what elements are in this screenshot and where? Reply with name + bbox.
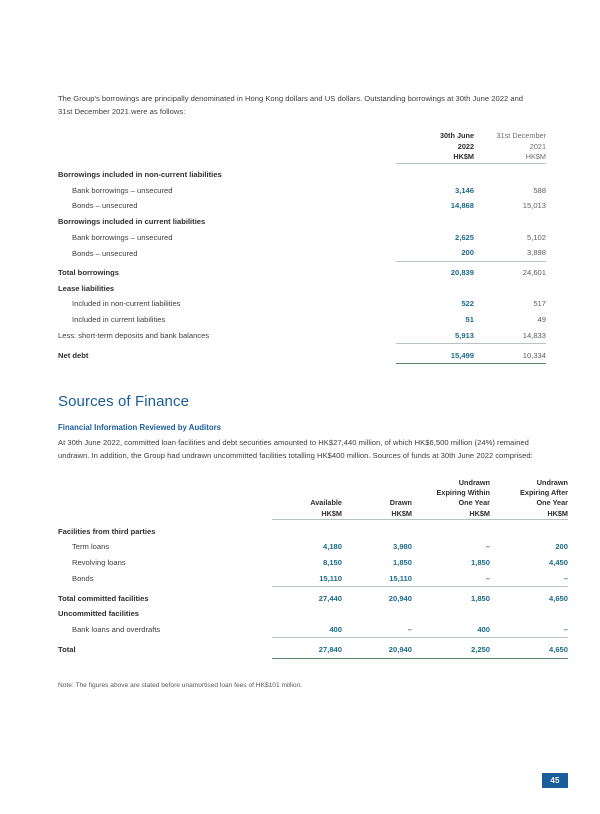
row-value bbox=[272, 606, 342, 622]
row-value-current: 522 bbox=[461, 299, 474, 309]
table-row bbox=[58, 328, 546, 344]
page-number-badge: 45 bbox=[542, 773, 568, 788]
sources-paragraph: At 30th June 2022, committed loan facilities and debt securities amounted to HK$27,440 million, of which HK$6,500 million (24%) remained undrawn. In addition, the Group had undrawn uncommitted facilities totalling HK$400 million. Sources of funds at 30th June 2022 comprised: bbox=[58, 438, 533, 461]
table-row-grand-total bbox=[58, 642, 568, 658]
row-label: Uncommitted facilities bbox=[58, 609, 140, 619]
subsection-heading: Financial Information Reviewed by Auditors bbox=[58, 423, 222, 433]
row-label: Total bbox=[58, 645, 76, 655]
row-value: – bbox=[485, 573, 490, 583]
row-label: Included in non-current liabilities bbox=[72, 299, 181, 309]
row-value: 1,850 bbox=[392, 557, 412, 567]
row-value: 8,150 bbox=[322, 557, 342, 567]
row-value-current: 200 bbox=[461, 248, 474, 258]
row-value-previous: 14,833 bbox=[522, 330, 546, 340]
row-value: 20,940 bbox=[342, 642, 412, 658]
table-row-total bbox=[58, 591, 568, 607]
row-value bbox=[490, 606, 568, 622]
row-label: Borrowings included in current liabilities bbox=[58, 216, 206, 226]
row-label: Included in current liabilities bbox=[72, 314, 166, 324]
column-header-previous: 31st December 2021 HK$M bbox=[496, 131, 546, 162]
row-label: Bonds – unsecured bbox=[72, 248, 138, 258]
row-value-current: 51 bbox=[465, 314, 474, 324]
column-header-drawn: Drawn HK$M bbox=[389, 498, 412, 518]
row-label: Total borrowings bbox=[58, 268, 120, 278]
row-label: Bonds – unsecured bbox=[72, 201, 138, 211]
table-row-net-debt bbox=[58, 348, 546, 364]
row-value: – bbox=[563, 624, 568, 634]
row-value: – bbox=[563, 573, 568, 583]
borrowings-table bbox=[58, 131, 546, 364]
row-value: – bbox=[485, 542, 490, 552]
table-row bbox=[58, 622, 568, 638]
row-value: 27,840 bbox=[272, 642, 342, 658]
row-label: Facilities from third parties bbox=[58, 526, 156, 536]
row-value-previous bbox=[474, 214, 546, 230]
row-label: Lease liabilities bbox=[58, 283, 115, 293]
row-value: 4,450 bbox=[548, 557, 568, 567]
table-row bbox=[58, 555, 568, 571]
table-row bbox=[58, 183, 546, 199]
row-value: 2,250 bbox=[412, 642, 490, 658]
column-header-undrawn-within-one-year: Undrawn Expiring Within One Year HK$M bbox=[436, 477, 490, 518]
row-value-previous: 49 bbox=[537, 314, 546, 324]
table-row bbox=[58, 214, 546, 230]
row-value bbox=[342, 524, 412, 540]
table-row bbox=[58, 296, 546, 312]
column-header-current: 30th June 2022 HK$M bbox=[439, 131, 474, 162]
row-value-current bbox=[396, 167, 474, 183]
row-value: 20,940 bbox=[388, 593, 412, 603]
row-label: Less: short-term deposits and bank balances bbox=[58, 331, 210, 341]
row-label: Bonds bbox=[72, 574, 94, 584]
row-value bbox=[272, 524, 342, 540]
row-value-previous: 3,898 bbox=[526, 248, 546, 258]
row-value: 27,440 bbox=[318, 593, 342, 603]
row-value-current: 5,913 bbox=[454, 330, 474, 340]
table-row bbox=[58, 198, 546, 214]
row-value-previous: 24,601 bbox=[522, 268, 546, 278]
row-label: Revolving loans bbox=[72, 557, 126, 567]
table-row bbox=[58, 539, 568, 555]
column-header-undrawn-after-one-year: Undrawn Expiring After One Year HK$M bbox=[520, 477, 568, 518]
row-value-current: 14,868 bbox=[450, 201, 474, 211]
row-label: Bank loans and overdrafts bbox=[72, 625, 161, 635]
row-label: Bank borrowings – unsecured bbox=[72, 232, 173, 242]
table-row bbox=[58, 245, 546, 261]
row-value-previous: 15,013 bbox=[522, 201, 546, 211]
row-value-previous bbox=[474, 281, 546, 297]
row-value: 4,650 bbox=[548, 593, 568, 603]
row-value: 1,850 bbox=[470, 593, 490, 603]
table-row bbox=[58, 281, 546, 297]
sources-table-header-row bbox=[58, 478, 568, 520]
table-row bbox=[58, 312, 546, 328]
row-value-current: 3,146 bbox=[454, 185, 474, 195]
row-value-current: 15,499 bbox=[396, 348, 474, 364]
row-value-current bbox=[396, 214, 474, 230]
row-value: 4,650 bbox=[490, 642, 568, 658]
table-row-total bbox=[58, 265, 546, 281]
table-row bbox=[58, 167, 546, 183]
row-value-previous: 588 bbox=[533, 185, 546, 195]
row-label: Total committed facilities bbox=[58, 593, 149, 603]
row-value-current: 20,839 bbox=[450, 268, 474, 278]
row-value-previous: 5,102 bbox=[526, 232, 546, 242]
row-value bbox=[342, 606, 412, 622]
row-value: 400 bbox=[477, 624, 490, 634]
row-value: 400 bbox=[329, 624, 342, 634]
row-value-current bbox=[396, 281, 474, 297]
intro-paragraph: The Group's borrowings are principally denominated in Hong Kong dollars and US dollars. Outstanding borrowings at 30th June 2022 and 31st December 2021 were as follows: bbox=[58, 94, 524, 117]
page-title: Sources of Finance bbox=[58, 393, 190, 411]
row-value: 200 bbox=[555, 542, 568, 552]
row-value-previous: 517 bbox=[533, 299, 546, 309]
row-value-current: 2,625 bbox=[454, 232, 474, 242]
row-value: – bbox=[407, 624, 412, 634]
table-row bbox=[58, 606, 568, 622]
row-label: Bank borrowings – unsecured bbox=[72, 185, 173, 195]
table-row bbox=[58, 524, 568, 540]
row-value: 15,110 bbox=[319, 573, 342, 583]
column-header-available: Available HK$M bbox=[310, 498, 342, 518]
row-value: 3,980 bbox=[392, 542, 412, 552]
row-value-previous: 10,334 bbox=[474, 348, 546, 364]
borrowings-table-header-row bbox=[58, 131, 546, 163]
row-value: 15,110 bbox=[389, 573, 412, 583]
page-content bbox=[58, 92, 568, 691]
table-row bbox=[58, 230, 546, 246]
row-value: 4,180 bbox=[322, 542, 342, 552]
sources-of-funds-table bbox=[58, 478, 568, 659]
table-row bbox=[58, 571, 568, 587]
row-value-previous bbox=[474, 167, 546, 183]
row-value bbox=[490, 524, 568, 540]
table-footnote: Note: The figures above are stated before unamortised loan fees of HK$101 million. bbox=[58, 681, 302, 689]
row-label: Term loans bbox=[72, 542, 110, 552]
row-label: Borrowings included in non-current liabilities bbox=[58, 170, 222, 180]
row-value bbox=[412, 606, 490, 622]
row-value: 1,850 bbox=[470, 557, 490, 567]
row-label: Net debt bbox=[58, 351, 89, 361]
row-value bbox=[412, 524, 490, 540]
